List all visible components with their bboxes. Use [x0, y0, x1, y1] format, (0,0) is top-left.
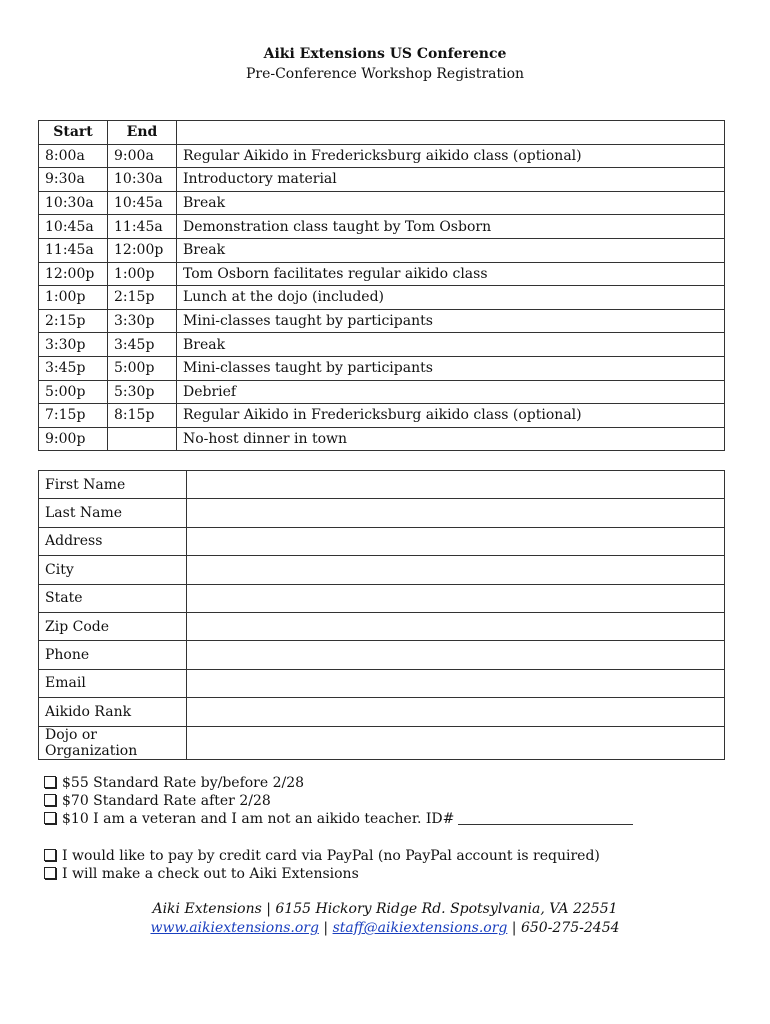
registration-row: [39, 612, 725, 640]
end-time-cell: 1:00p: [108, 262, 177, 286]
veteran-id-blank[interactable]: [458, 812, 633, 825]
registration-row: [39, 641, 725, 669]
end-time-cell: 3:30p: [108, 309, 177, 333]
registration-form: [38, 470, 725, 760]
field-label: Aikido Rank: [39, 698, 187, 726]
checkbox-icon[interactable]: [44, 867, 56, 879]
field-label: Address: [39, 527, 187, 555]
start-time-cell: 3:30p: [39, 333, 108, 357]
field-input[interactable]: [187, 584, 725, 612]
end-time-cell: 9:00a: [108, 144, 177, 168]
checkbox-icon[interactable]: [44, 812, 56, 824]
schedule-header-row: [39, 121, 725, 145]
rate-option-55[interactable]: $55 Standard Rate by/before 2/28: [44, 774, 633, 792]
schedule-row: [39, 286, 725, 310]
start-time-cell: 7:15p: [39, 404, 108, 428]
registration-row: [39, 726, 725, 759]
end-time-cell: 12:00p: [108, 238, 177, 262]
schedule-row: [39, 427, 725, 451]
start-time-cell: 9:30a: [39, 168, 108, 192]
start-column-header: Start: [39, 121, 108, 145]
website-link[interactable]: www.aikiextensions.org: [150, 920, 319, 936]
schedule-row: [39, 215, 725, 239]
schedule-row: [39, 191, 725, 215]
schedule-row: [39, 144, 725, 168]
field-label: Last Name: [39, 499, 187, 527]
start-time-cell: 12:00p: [39, 262, 108, 286]
page-title: Aiki Extensions US Conference: [263, 46, 507, 62]
field-input[interactable]: [187, 556, 725, 584]
start-time-cell: 10:30a: [39, 191, 108, 215]
field-input[interactable]: [187, 471, 725, 499]
email-link[interactable]: staff@aikiextensions.org: [332, 920, 508, 936]
schedule-row: [39, 238, 725, 262]
field-label: Zip Code: [39, 612, 187, 640]
rate-options: [44, 774, 633, 828]
field-input[interactable]: [187, 612, 725, 640]
schedule-row: [39, 168, 725, 192]
field-label: Dojo or Organization: [39, 726, 187, 759]
registration-row: [39, 499, 725, 527]
footer-contact: www.aikiextensions.org | staff@aikiextensions.org | 650-275-2454: [150, 920, 620, 936]
schedule-row: [39, 309, 725, 333]
start-time-cell: 1:00p: [39, 286, 108, 310]
start-time-cell: 9:00p: [39, 427, 108, 451]
end-time-cell: 8:15p: [108, 404, 177, 428]
registration-row: [39, 669, 725, 697]
activity-cell: Demonstration class taught by Tom Osborn: [177, 215, 725, 239]
end-column-header: End: [108, 121, 177, 145]
end-time-cell: 2:15p: [108, 286, 177, 310]
field-input[interactable]: [187, 726, 725, 759]
phone-number: 650-275-2454: [520, 920, 620, 936]
registration-row: [39, 471, 725, 499]
payment-options: [44, 847, 600, 883]
start-time-cell: 5:00p: [39, 380, 108, 404]
payment-option-check[interactable]: I will make a check out to Aiki Extensions: [44, 865, 600, 883]
schedule-table: [38, 120, 725, 451]
rate-option-70[interactable]: $70 Standard Rate after 2/28: [44, 792, 633, 810]
end-time-cell: [108, 427, 177, 451]
field-input[interactable]: [187, 698, 725, 726]
field-label: Email: [39, 669, 187, 697]
activity-cell: Tom Osborn facilitates regular aikido class: [177, 262, 725, 286]
field-label: City: [39, 556, 187, 584]
end-time-cell: 10:45a: [108, 191, 177, 215]
field-label: First Name: [39, 471, 187, 499]
activity-cell: No-host dinner in town: [177, 427, 725, 451]
end-time-cell: 3:45p: [108, 333, 177, 357]
schedule-row: [39, 262, 725, 286]
checkbox-icon[interactable]: [44, 849, 56, 861]
activity-cell: Mini-classes taught by participants: [177, 309, 725, 333]
checkbox-icon[interactable]: [44, 776, 56, 788]
registration-row: [39, 584, 725, 612]
end-time-cell: 10:30a: [108, 168, 177, 192]
start-time-cell: 2:15p: [39, 309, 108, 333]
end-time-cell: 5:30p: [108, 380, 177, 404]
checkbox-icon[interactable]: [44, 794, 56, 806]
footer-address: Aiki Extensions | 6155 Hickory Ridge Rd. Spotsylvania, VA 22551: [152, 901, 618, 917]
start-time-cell: 10:45a: [39, 215, 108, 239]
registration-row: [39, 556, 725, 584]
activity-cell: Lunch at the dojo (included): [177, 286, 725, 310]
end-time-cell: 11:45a: [108, 215, 177, 239]
start-time-cell: 8:00a: [39, 144, 108, 168]
activity-cell: Break: [177, 238, 725, 262]
field-label: Phone: [39, 641, 187, 669]
schedule-row: [39, 380, 725, 404]
rate-option-veteran[interactable]: $10 I am a veteran and I am not an aikido teacher. ID#: [44, 810, 633, 828]
field-input[interactable]: [187, 499, 725, 527]
activity-column-header: [177, 121, 725, 145]
field-input[interactable]: [187, 669, 725, 697]
payment-option-paypal[interactable]: I would like to pay by credit card via PayPal (no PayPal account is required): [44, 847, 600, 865]
activity-cell: Regular Aikido in Fredericksburg aikido class (optional): [177, 404, 725, 428]
field-input[interactable]: [187, 641, 725, 669]
start-time-cell: 3:45p: [39, 356, 108, 380]
activity-cell: Debrief: [177, 380, 725, 404]
schedule-row: [39, 404, 725, 428]
field-input[interactable]: [187, 527, 725, 555]
activity-cell: Mini-classes taught by participants: [177, 356, 725, 380]
field-label: State: [39, 584, 187, 612]
schedule-row: [39, 356, 725, 380]
activity-cell: Introductory material: [177, 168, 725, 192]
end-time-cell: 5:00p: [108, 356, 177, 380]
activity-cell: Regular Aikido in Fredericksburg aikido class (optional): [177, 144, 725, 168]
registration-row: [39, 698, 725, 726]
schedule-row: [39, 333, 725, 357]
activity-cell: Break: [177, 333, 725, 357]
registration-row: [39, 527, 725, 555]
page-subtitle: Pre-Conference Workshop Registration: [245, 66, 525, 82]
start-time-cell: 11:45a: [39, 238, 108, 262]
activity-cell: Break: [177, 191, 725, 215]
